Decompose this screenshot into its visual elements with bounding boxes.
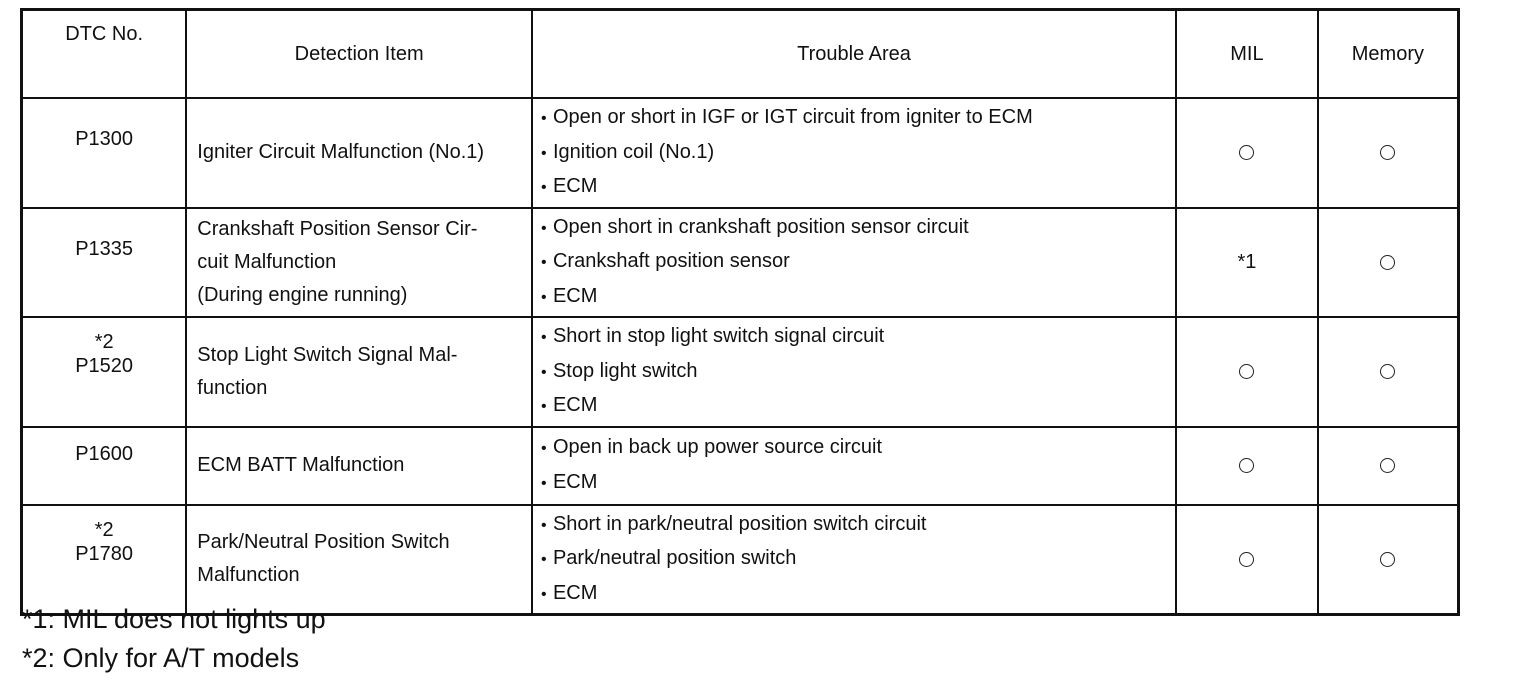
dtc-number-cell <box>22 208 187 318</box>
list-item: • Short in park/neutral position switch circuit <box>541 508 1175 543</box>
list-item: • Ignition coil (No.1) <box>541 136 1175 171</box>
mil-cell <box>1176 208 1318 318</box>
trouble-area-list <box>541 320 1175 424</box>
trouble-area-cell <box>532 208 1176 318</box>
list-item: • Open in back up power source circuit <box>541 431 1175 466</box>
dtc-number: P1780 <box>75 542 134 565</box>
detection-item-line: Park/Neutral Position Switch <box>197 531 450 554</box>
circle-mark-icon <box>1380 255 1395 270</box>
memory-cell <box>1318 98 1459 208</box>
header-detection-item: Detection Item <box>186 10 532 99</box>
mil-cell <box>1176 317 1318 427</box>
memory-cell <box>1318 317 1459 427</box>
circle-mark-icon <box>1239 364 1254 379</box>
detection-item-line: Stop Light Switch Signal Mal- <box>197 343 458 366</box>
dtc-footnote-ref: *2 <box>94 331 114 353</box>
trouble-area-cell <box>532 98 1176 208</box>
list-item: • ECM <box>541 389 1175 424</box>
dtc-table <box>20 8 1460 616</box>
detection-item-line: Malfunction <box>197 564 300 587</box>
detection-item-cell <box>186 427 532 505</box>
circle-mark-icon <box>1380 364 1395 379</box>
trouble-area-list <box>541 431 1175 500</box>
table-row <box>22 427 1459 505</box>
dtc-number: P1520 <box>75 355 134 377</box>
memory-cell <box>1318 208 1459 318</box>
list-item: • Open or short in IGF or IGT circuit from igniter to ECM <box>541 101 1175 136</box>
list-item: • ECM <box>541 466 1175 501</box>
dtc-number: P1600 <box>75 442 134 465</box>
dtc-number: P1300 <box>75 128 134 150</box>
circle-mark-icon <box>1239 552 1254 567</box>
trouble-area-cell <box>532 427 1176 505</box>
trouble-area-list <box>541 508 1175 612</box>
mil-cell <box>1176 98 1318 208</box>
mil-cell <box>1176 427 1318 505</box>
list-item: • ECM <box>541 170 1175 205</box>
detection-item: ECM BATT Malfunction <box>197 454 405 476</box>
header-dtc-no: DTC No. <box>22 10 187 99</box>
mil-footnote-ref: *1 <box>1237 250 1257 273</box>
list-item: • ECM <box>541 280 1175 315</box>
dtc-footnote-ref: *2 <box>94 518 114 541</box>
table-row <box>22 98 1459 208</box>
circle-mark-icon <box>1239 145 1254 160</box>
list-item: • ECM <box>541 577 1175 612</box>
detection-item-line: cuit Malfunction <box>197 250 337 273</box>
detection-item-cell <box>186 208 532 318</box>
list-item: • Stop light switch <box>541 355 1175 390</box>
dtc-number-cell <box>22 317 187 427</box>
table-header-row <box>22 10 1459 99</box>
table-row <box>22 505 1459 615</box>
detection-item-cell <box>186 98 532 208</box>
header-mil: MIL <box>1176 10 1318 99</box>
memory-cell <box>1318 505 1459 615</box>
table-row <box>22 317 1459 427</box>
list-item: • Short in stop light switch signal circuit <box>541 320 1175 355</box>
dtc-number-cell <box>22 505 187 615</box>
trouble-area-list <box>541 211 1175 315</box>
trouble-area-cell <box>532 317 1176 427</box>
detection-item-cell <box>186 505 532 615</box>
detection-item-line: function <box>197 376 268 399</box>
detection-item-line: Crankshaft Position Sensor Cir- <box>197 217 478 240</box>
circle-mark-icon <box>1380 145 1395 160</box>
dtc-number-cell <box>22 98 187 208</box>
circle-mark-icon <box>1380 552 1395 567</box>
list-item: • Open short in crankshaft position sensor circuit <box>541 211 1175 246</box>
mil-cell <box>1176 505 1318 615</box>
list-item: • Crankshaft position sensor <box>541 245 1175 280</box>
trouble-area-list <box>541 101 1175 205</box>
trouble-area-cell <box>532 505 1176 615</box>
header-trouble-area: Trouble Area <box>532 10 1176 99</box>
detection-item-line: (During engine running) <box>197 283 408 306</box>
header-memory: Memory <box>1318 10 1459 99</box>
dtc-number-cell <box>22 427 187 505</box>
circle-mark-icon <box>1380 458 1395 473</box>
detection-item-cell <box>186 317 532 427</box>
dtc-number: P1335 <box>75 237 134 260</box>
memory-cell <box>1318 427 1459 505</box>
detection-item: Igniter Circuit Malfunction (No.1) <box>197 141 485 164</box>
footnote-2: *2: Only for A/T models <box>22 643 300 673</box>
table-row <box>22 208 1459 318</box>
footnote-1: *1: MIL does not lights up <box>22 604 326 634</box>
list-item: • Park/neutral position switch <box>541 542 1175 577</box>
circle-mark-icon <box>1239 458 1254 473</box>
